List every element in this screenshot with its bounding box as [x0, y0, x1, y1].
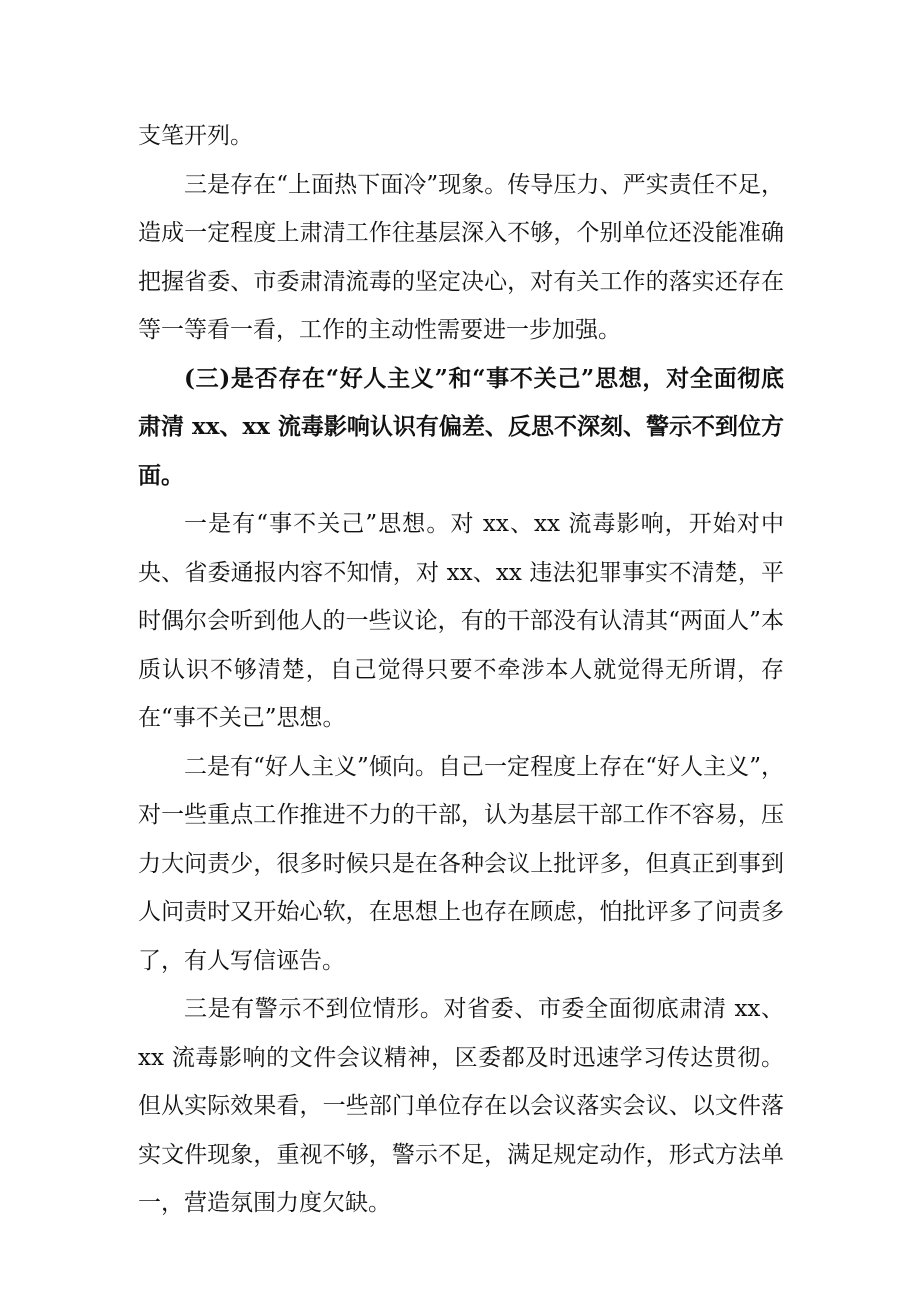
section-heading-three: (三)是否存在“好人主义”和“事不关己”思想，对全面彻底肃清 xx、xx 流毒影响认识有偏差、反思不深刻、警示不到位方面。 [138, 364, 784, 489]
paragraph-point-three-phenomenon: 三是存在“上面热下面冷”现象。传导压力、严实责任不足，造成一定程度上肃清工作往基层深入不够，个别单位还没能准确把握省委、市委肃清流毒的坚定决心，对有关工作的落实还存在等一等看一看，工作的主动性需要进一步加强。 [138, 171, 784, 343]
paragraph-point-two: 二是有“好人主义”倾向。自己一定程度上存在“好人主义”，对一些重点工作推进不力的干部，认为基层干部工作不容易，压力大问责少，很多时候只是在各种会议上批评多，但真正到事到人问责时又开始心软，在思想上也存在顾虑，怕批评多了问责多了，有人写信诬告。 [138, 753, 784, 974]
paragraph-continuation: 支笔开列。 [138, 123, 253, 149]
paragraph-point-one: 一是有“事不关己”思想。对 xx、xx 流毒影响，开始对中央、省委通报内容不知情，对 xx、xx 违法犯罪事实不清楚，平时偶尔会听到他人的一些议论，有的干部没有认清其“两面人”本质认识不够清楚，自己觉得只要不牵涉本人就觉得无所谓，存在“事不关己”思想。 [138, 511, 784, 731]
document-body [138, 112, 784, 1228]
paragraph-point-three-warning: 三是有警示不到位情形。对省委、市委全面彻底肃清 xx、xx 流毒影响的文件会议精神，区委都及时迅速学习传达贯彻。但从实际效果看，一些部门单位存在以会议落实会议、以文件落实文件现象，重视不够，警示不足，满足规定动作，形式方法单一，营造氛围力度欠缺。 [138, 996, 784, 1216]
